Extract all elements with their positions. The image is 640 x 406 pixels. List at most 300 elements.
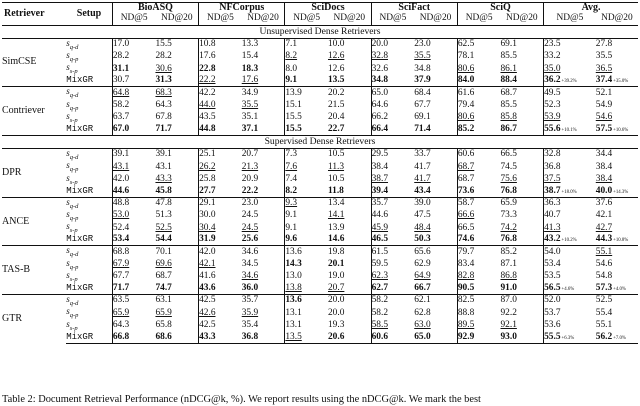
score-value: 43.3 (199, 331, 216, 342)
metric-header: ND@20 (160, 13, 193, 24)
score-value: 35.1 (241, 112, 259, 123)
score-cell (328, 222, 371, 234)
score-cell (371, 295, 414, 308)
table-row (2, 124, 638, 135)
score-cell (328, 271, 371, 283)
score-cell (328, 112, 371, 124)
score-value: 21.5 (327, 100, 345, 111)
score-cell (596, 295, 638, 308)
score-cell (500, 100, 543, 112)
score-cell (242, 307, 285, 319)
score-value: 56.5 (544, 282, 561, 293)
score-cell (414, 332, 457, 343)
score-cell (112, 197, 155, 210)
score-value: 42.6 (199, 307, 216, 318)
score-cell (112, 63, 155, 75)
score-cell (155, 283, 198, 294)
score-value: 53.7 (544, 307, 561, 318)
metric-header: ND@20 (247, 13, 279, 24)
score-cell (242, 235, 285, 246)
score-value: 53.0 (112, 210, 130, 221)
table-row (2, 222, 638, 234)
table-row (2, 100, 638, 112)
dataset-header-avg: Avg. (544, 3, 638, 14)
score-value: 80.6 (457, 63, 475, 74)
score-cell (285, 295, 328, 308)
score-value: 65.9 (112, 307, 130, 318)
score-value: 31.1 (112, 63, 130, 74)
score-value: 13.6 (285, 295, 302, 306)
setup-label: $s_{q-p}$ (66, 257, 79, 271)
score-value: 67.7 (414, 100, 431, 111)
score-value: 43.1 (155, 161, 172, 172)
score-cell (112, 259, 155, 271)
score-cell (112, 38, 155, 51)
score-cell (596, 320, 638, 332)
score-value: 74.7 (155, 282, 172, 293)
score-value: 36.0 (241, 282, 259, 293)
score-value: 19.0 (327, 271, 345, 282)
score-cell (155, 210, 198, 222)
score-cell (199, 63, 242, 75)
score-value: 35.9 (241, 307, 259, 318)
setup-label: $s_{s-p}$ (66, 269, 78, 283)
improvement-delta: +7.0% (613, 335, 626, 341)
score-value: 19.8 (327, 246, 345, 257)
setup-label: $s_{q-d}$ (66, 148, 112, 161)
score-value: 38.7 (371, 174, 389, 184)
score-cell (457, 197, 500, 210)
score-cell (112, 87, 155, 100)
score-value: 25.1 (199, 149, 216, 160)
table-row (2, 197, 638, 210)
score-value: 85.2 (500, 246, 517, 257)
score-value: 86.8 (500, 271, 517, 282)
score-cell (242, 222, 285, 234)
score-cell (199, 320, 242, 332)
score-value: 45.9 (371, 222, 389, 233)
improvement-delta: +10.8% (613, 238, 629, 244)
score-cell (457, 161, 500, 173)
score-cell (155, 38, 198, 51)
score-value: 55.1 (595, 246, 613, 257)
score-value: 63.5 (112, 295, 130, 306)
score-cell (199, 38, 242, 51)
score-value: 39.1 (155, 149, 172, 160)
metric-header: ND@5 (371, 14, 414, 25)
score-cell (112, 320, 155, 332)
score-cell (242, 320, 285, 332)
score-value: 92.2 (500, 307, 517, 318)
score-value: 43.1 (112, 161, 130, 172)
score-value: 62.8 (414, 307, 431, 318)
score-cell (155, 246, 198, 259)
score-cell (328, 210, 371, 222)
score-cell (242, 148, 285, 161)
score-cell (544, 100, 596, 112)
score-cell (112, 148, 155, 161)
score-cell (544, 63, 596, 75)
score-value: 71.7 (155, 123, 172, 134)
score-value: 31.9 (199, 234, 216, 245)
score-cell (414, 186, 457, 197)
dataset-header-bioasq: BioASQ (112, 3, 198, 14)
score-cell (457, 148, 500, 161)
score-cell (199, 307, 242, 319)
score-value: 79.4 (457, 100, 475, 111)
score-value: 60.6 (371, 331, 389, 342)
score-value: 17.6 (241, 75, 259, 86)
score-value: 13.6 (285, 246, 302, 257)
table-row (2, 246, 638, 259)
score-value: 62.3 (371, 271, 389, 282)
score-cell (199, 112, 242, 124)
score-value: 76.8 (500, 185, 517, 196)
score-value: 17.6 (199, 51, 216, 62)
score-cell (242, 259, 285, 271)
score-value: 9.1 (285, 222, 298, 233)
improvement-delta: +10.2% (561, 238, 577, 244)
score-value: 63.0 (414, 320, 431, 331)
table-row (2, 210, 638, 222)
score-cell (112, 295, 155, 308)
score-value: 13.4 (327, 198, 345, 209)
score-value: 8.0 (285, 63, 298, 74)
score-value: 29.5 (371, 149, 389, 160)
score-value: 62.1 (414, 295, 431, 306)
score-value: 35.7 (241, 295, 259, 306)
score-cell (328, 235, 371, 246)
score-cell (155, 112, 198, 124)
score-value: 34.4 (595, 149, 613, 160)
retriever-name: ANCE (2, 197, 66, 246)
score-cell (544, 87, 596, 100)
score-value: 34.8 (414, 63, 431, 74)
score-value: 44.8 (199, 123, 216, 134)
setup-header: Setup (66, 3, 112, 26)
score-cell (285, 197, 328, 210)
score-value: 10.0 (327, 39, 345, 50)
score-value: 93.0 (500, 331, 517, 342)
score-cell (199, 124, 242, 135)
score-value: 9.1 (285, 75, 298, 86)
score-cell (500, 307, 543, 319)
score-value: 38.4 (595, 174, 613, 184)
score-cell (500, 38, 543, 51)
score-cell (457, 235, 500, 246)
score-value: 40.0 (595, 185, 613, 196)
header-row (2, 3, 638, 14)
table-row (2, 87, 638, 100)
score-cell (544, 51, 596, 63)
score-cell (414, 271, 457, 283)
score-cell (596, 222, 638, 234)
score-value: 53.4 (112, 234, 130, 245)
score-cell (457, 210, 500, 222)
score-value: 90.5 (457, 282, 475, 293)
score-cell (199, 174, 242, 186)
score-value: 10.5 (327, 149, 345, 160)
score-cell (155, 197, 198, 210)
score-cell (112, 222, 155, 234)
setup-label: $s_{q-d}$ (66, 87, 112, 100)
score-value: 42.0 (112, 174, 130, 184)
score-cell (457, 295, 500, 308)
score-value: 65.8 (155, 320, 172, 331)
score-value: 35.5 (595, 51, 613, 62)
score-value: 58.2 (371, 295, 389, 306)
setup-label: $s_{s-p}$ (66, 62, 78, 75)
score-value: 68.6 (155, 331, 172, 342)
score-value: 12.6 (327, 51, 345, 62)
score-cell (242, 332, 285, 343)
score-value: 55.5 (544, 331, 561, 342)
metric-header: ND@5 (457, 14, 500, 25)
score-value: 11.8 (327, 185, 344, 196)
improvement-delta: +10.1% (561, 127, 577, 133)
score-cell (371, 174, 414, 186)
score-cell (596, 186, 638, 197)
score-cell (500, 87, 543, 100)
score-value: 42.5 (199, 320, 216, 331)
score-value: 15.5 (285, 123, 302, 134)
table-row (2, 38, 638, 51)
score-cell (596, 75, 638, 86)
score-value: 52.1 (595, 87, 613, 98)
setup-label: $s_{s-p}$ (66, 318, 78, 332)
score-value: 43.4 (414, 185, 431, 196)
score-value: 58.5 (371, 320, 389, 331)
score-value: 34.6 (241, 271, 259, 282)
score-value: 20.0 (327, 295, 345, 306)
score-cell (242, 75, 285, 86)
score-value: 58.2 (112, 100, 130, 111)
score-cell (457, 186, 500, 197)
score-cell (285, 112, 328, 124)
score-value: 92.1 (500, 320, 517, 331)
score-value: 76.8 (500, 234, 517, 245)
score-value: 37.1 (241, 123, 259, 134)
score-value: 12.6 (327, 63, 345, 74)
score-value: 36.5 (595, 63, 613, 74)
table-row (2, 174, 638, 186)
score-value: 66.6 (457, 210, 475, 221)
score-cell (285, 307, 328, 319)
score-cell (414, 63, 457, 75)
score-cell (500, 235, 543, 246)
score-value: 75.6 (500, 174, 517, 184)
score-value: 79.7 (457, 246, 475, 257)
score-value: 9.3 (285, 198, 298, 209)
score-cell (155, 87, 198, 100)
score-cell (155, 51, 198, 63)
score-value: 80.6 (457, 112, 475, 123)
score-value: 54.9 (595, 100, 613, 111)
score-cell (328, 100, 371, 112)
score-value: 43.3 (155, 174, 172, 184)
section-title: Supervised Dense Retrievers (2, 135, 638, 148)
score-value: 44.0 (199, 100, 216, 111)
score-value: 7.6 (285, 161, 298, 172)
score-value: 68.8 (112, 246, 130, 257)
score-cell (544, 320, 596, 332)
score-cell (500, 320, 543, 332)
table-row (2, 112, 638, 124)
score-cell (285, 75, 328, 86)
score-cell (371, 332, 414, 343)
score-value: 65.9 (500, 198, 517, 209)
score-value: 73.6 (457, 185, 475, 196)
score-cell (500, 332, 543, 343)
score-cell (328, 75, 371, 86)
score-cell (596, 235, 638, 246)
score-value: 74.6 (457, 234, 475, 245)
score-cell (596, 38, 638, 51)
score-value: 64.3 (112, 320, 130, 331)
metric-header: ND@5 (112, 14, 155, 25)
setup-label: $s_{q-d}$ (66, 246, 112, 259)
score-cell (500, 222, 543, 234)
score-value: 37.9 (414, 75, 431, 86)
score-cell (242, 174, 285, 186)
table-row (2, 148, 638, 161)
score-value: 32.8 (544, 149, 561, 160)
score-cell (242, 100, 285, 112)
score-value: 13.1 (285, 320, 302, 331)
score-cell (414, 235, 457, 246)
score-value: 13.8 (285, 282, 302, 293)
score-cell (500, 112, 543, 124)
score-value: 15.4 (241, 51, 259, 62)
score-cell (242, 112, 285, 124)
score-cell (414, 87, 457, 100)
score-value: 58.7 (457, 198, 475, 209)
table-body (2, 25, 638, 343)
score-cell (328, 197, 371, 210)
score-cell (242, 51, 285, 63)
score-value: 62.5 (457, 39, 475, 50)
score-value: 86.7 (500, 123, 517, 134)
score-value: 54.8 (595, 271, 613, 282)
score-cell (544, 148, 596, 161)
table-caption: Table 2: Document Retrieval Performance (nDCG@k, %). We report results using the nDCG@k. We mark the best (2, 394, 481, 405)
score-value: 57.3 (595, 282, 613, 293)
score-cell (242, 63, 285, 75)
retriever-header: Retriever (2, 3, 66, 26)
score-cell (285, 222, 328, 234)
dataset-header-scifact: SciFact (371, 3, 457, 14)
score-cell (155, 235, 198, 246)
table-row (2, 75, 638, 86)
score-value: 23.5 (544, 39, 561, 50)
score-value: 67.7 (112, 271, 130, 282)
score-cell (371, 38, 414, 51)
score-cell (155, 307, 198, 319)
score-value: 38.4 (595, 161, 613, 172)
score-cell (457, 38, 500, 51)
score-value: 30.7 (112, 75, 130, 86)
metric-header: ND@20 (419, 13, 452, 24)
score-cell (596, 307, 638, 319)
score-cell (285, 148, 328, 161)
score-cell (328, 161, 371, 173)
score-value: 58.2 (371, 307, 389, 318)
score-cell (371, 197, 414, 210)
score-cell (596, 63, 638, 75)
score-cell (328, 51, 371, 63)
score-cell (544, 174, 596, 186)
score-value: 88.8 (457, 307, 475, 318)
score-cell (328, 320, 371, 332)
score-value: 13.9 (285, 87, 302, 98)
setup-label: $s_{q-p}$ (66, 98, 79, 112)
retriever-name: TAS-B (2, 246, 66, 295)
score-cell (596, 112, 638, 124)
score-value: 31.3 (155, 75, 172, 86)
score-cell (242, 38, 285, 51)
score-value: 33.2 (544, 51, 561, 62)
score-cell (328, 246, 371, 259)
score-cell (285, 259, 328, 271)
score-cell (457, 307, 500, 319)
score-cell (500, 259, 543, 271)
score-value: 24.5 (241, 210, 259, 221)
score-cell (500, 246, 543, 259)
score-cell (199, 210, 242, 222)
score-value: 52.3 (544, 100, 561, 111)
score-cell (112, 112, 155, 124)
score-cell (414, 148, 457, 161)
score-cell (328, 259, 371, 271)
retriever-name: SimCSE (2, 38, 66, 87)
score-cell (371, 161, 414, 173)
table-row (2, 161, 638, 173)
improvement-delta: +39.2% (561, 79, 577, 85)
score-cell (112, 161, 155, 173)
setup-label: $s_{q-d}$ (66, 295, 112, 308)
retriever-name: DPR (2, 148, 66, 197)
score-value: 20.7 (327, 282, 345, 293)
score-value: 65.9 (155, 307, 172, 318)
setup-label: $s_{q-p}$ (66, 160, 79, 174)
score-cell (500, 197, 543, 210)
score-cell (500, 161, 543, 173)
score-cell (242, 210, 285, 222)
score-value: 9.6 (285, 234, 298, 245)
score-cell (371, 210, 414, 222)
score-value: 41.7 (414, 161, 431, 172)
score-cell (285, 100, 328, 112)
score-value: 54.6 (595, 112, 613, 123)
score-value: 53.6 (544, 320, 561, 331)
setup-label: $s_{q-p}$ (66, 306, 79, 320)
score-value: 23.0 (241, 198, 259, 209)
score-value: 87.1 (500, 259, 517, 270)
score-value: 34.6 (241, 246, 259, 257)
score-value: 27.7 (199, 185, 216, 196)
score-cell (414, 210, 457, 222)
score-cell (500, 283, 543, 294)
score-cell (414, 124, 457, 135)
score-value: 13.1 (285, 307, 302, 318)
score-value: 49.5 (544, 87, 561, 98)
metric-header: ND@20 (506, 13, 538, 24)
score-value: 52.5 (595, 295, 613, 306)
score-cell (155, 222, 198, 234)
score-cell (544, 161, 596, 173)
score-cell (544, 271, 596, 283)
score-value: 67.9 (112, 259, 130, 270)
